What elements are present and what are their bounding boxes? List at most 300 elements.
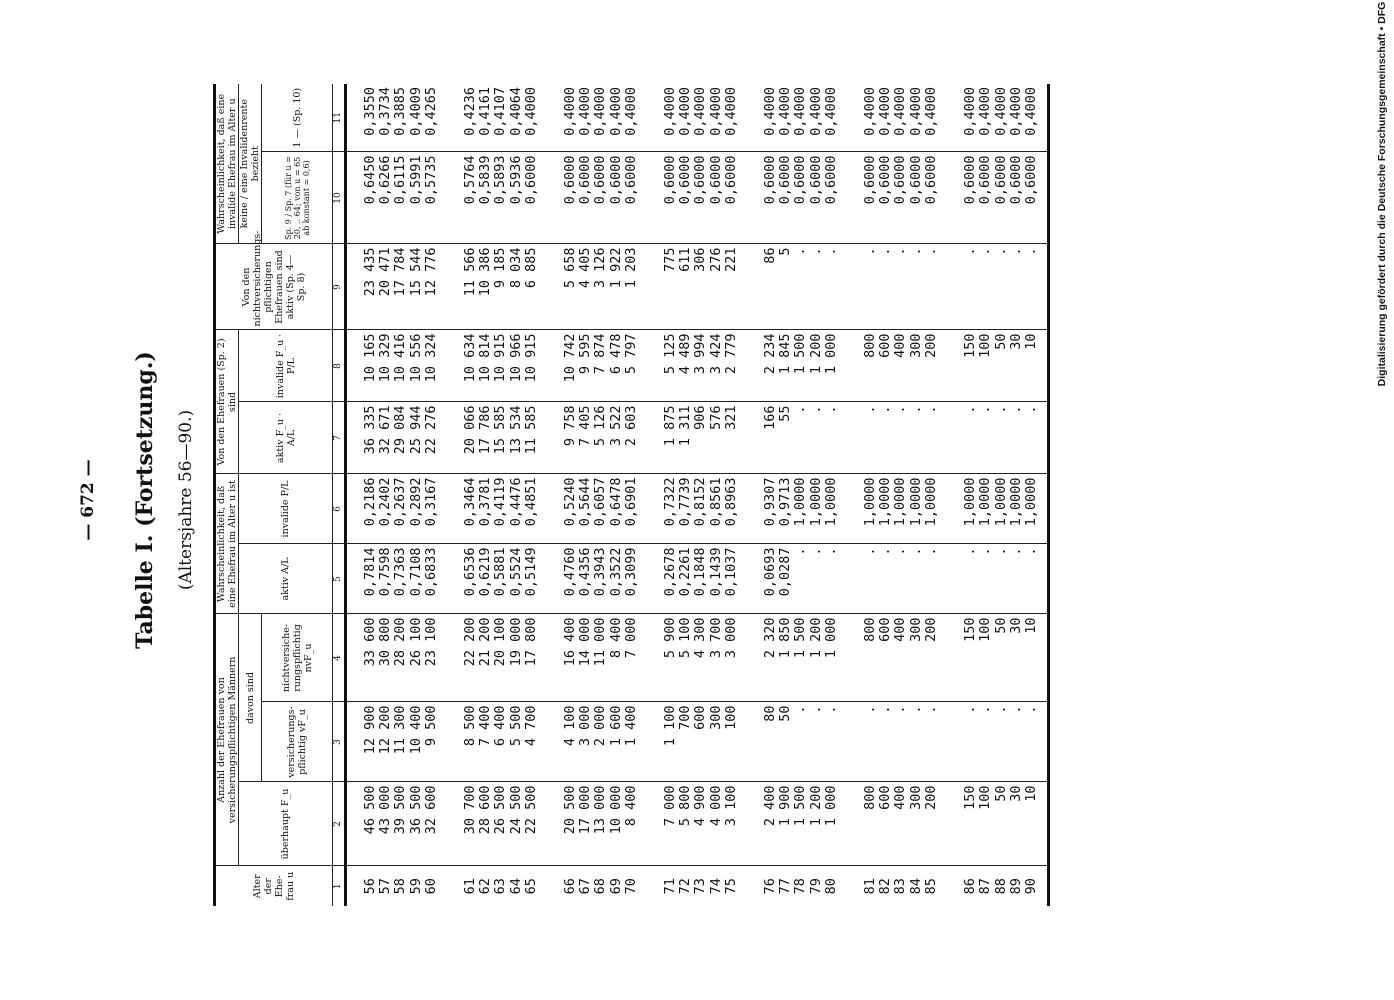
table-cell — [447, 782, 547, 866]
table-row-group — [346, 84, 448, 906]
cell-value: 82 — [877, 878, 894, 895]
table-cell — [747, 152, 847, 244]
cell-value: 3 126 — [592, 247, 609, 289]
cell-value: 4 000 — [707, 785, 724, 827]
cell-value: 6 885 — [522, 247, 539, 289]
column-number: 2 — [333, 782, 346, 866]
cell-value: 30 — [1007, 617, 1024, 634]
cell-value: 10 556 — [407, 333, 424, 383]
header-group-invalid: Wahrscheinlichkeit, daß eine invalide Ehefrau im Alter u — [215, 84, 239, 244]
cell-value: 1 203 — [622, 247, 639, 289]
cell-value: 1,0000 — [892, 477, 909, 527]
cell-value: . — [907, 247, 924, 256]
cell-value: 0,4000 — [777, 86, 794, 136]
table-cell — [447, 84, 547, 152]
cell-value: 0,8152 — [692, 477, 709, 527]
cell-value: 0,9713 — [777, 477, 794, 527]
table-cell — [747, 84, 847, 152]
cell-value: . — [807, 547, 824, 556]
cell-value: 0,4851 — [522, 477, 539, 527]
cell-value: 72 — [677, 878, 694, 895]
cell-value: 22 276 — [422, 405, 439, 455]
cell-value: 0,4000 — [862, 86, 879, 136]
table-cell — [447, 866, 547, 906]
cell-value: 0,2892 — [407, 477, 424, 527]
cell-value: 11 566 — [462, 247, 479, 297]
table-cell — [547, 84, 647, 152]
cell-value: . — [792, 405, 809, 414]
cell-value: 10 000 — [607, 785, 624, 835]
cell-value: 0,6000 — [722, 155, 739, 205]
table-cell — [447, 474, 547, 544]
cell-value: 5 900 — [662, 617, 679, 659]
table-cell — [847, 402, 947, 474]
cell-value: 0,6000 — [662, 155, 679, 205]
cell-value: . — [822, 705, 839, 714]
cell-value: 11 000 — [592, 617, 609, 667]
cell-value: 19 000 — [507, 617, 524, 667]
cell-value: 5 125 — [662, 333, 679, 375]
cell-value: . — [922, 247, 939, 256]
cell-value: 4 405 — [577, 247, 594, 289]
cell-value: . — [922, 405, 939, 414]
table-cell — [547, 152, 647, 244]
cell-value: 0,0693 — [762, 547, 779, 597]
table-cell — [847, 614, 947, 702]
table-cell — [747, 402, 847, 474]
cell-value: 0,8963 — [722, 477, 739, 527]
cell-value: 0,5735 — [422, 155, 439, 205]
cell-value: 3 522 — [607, 405, 624, 447]
cell-value: 0,0287 — [777, 547, 794, 597]
cell-value: 1 500 — [792, 785, 809, 827]
table-cell — [847, 702, 947, 782]
cell-value: 60 — [422, 878, 439, 895]
cell-value: 4 900 — [692, 785, 709, 827]
table-cell — [346, 330, 448, 402]
cell-value: 1 000 — [822, 785, 839, 827]
cell-value: . — [962, 547, 979, 556]
cell-value: 7 000 — [622, 617, 639, 659]
cell-value: 0,3167 — [422, 477, 439, 527]
cell-value: 0,4161 — [477, 86, 494, 136]
cell-value: 0,6901 — [622, 477, 639, 527]
cell-value: . — [792, 705, 809, 714]
cell-value: 70 — [622, 878, 639, 895]
cell-value: 221 — [722, 247, 739, 272]
cell-value: 800 — [862, 785, 879, 810]
cell-value: 0,4119 — [492, 477, 509, 527]
table-cell — [647, 474, 747, 544]
table-cell — [847, 474, 947, 544]
cell-value: . — [822, 547, 839, 556]
table-row-group — [447, 84, 547, 906]
cell-value: . — [792, 247, 809, 256]
cell-value: 0,2402 — [377, 477, 394, 527]
cell-value: 62 — [477, 878, 494, 895]
cell-value: 0,4000 — [692, 86, 709, 136]
cell-value: 0,6000 — [707, 155, 724, 205]
cell-value: 166 — [762, 405, 779, 430]
cell-value: . — [962, 405, 979, 414]
cell-value: 0,4000 — [922, 86, 939, 136]
cell-value: 22 500 — [522, 785, 539, 835]
cell-value: . — [807, 705, 824, 714]
table-cell — [346, 244, 448, 330]
cell-value: . — [992, 247, 1009, 256]
column-number: 9 — [333, 244, 346, 330]
cell-value: 29 084 — [392, 405, 409, 455]
cell-value: 0,4000 — [977, 86, 994, 136]
column-number: 11 — [333, 84, 346, 152]
cell-value: 0,5644 — [577, 477, 594, 527]
table-subtitle: (Altersjahre 56—90.) — [176, 409, 196, 591]
cell-value: 0,6478 — [607, 477, 624, 527]
cell-value: 2 400 — [762, 785, 779, 827]
cell-value: 0,7598 — [377, 547, 394, 597]
cell-value: 0,5764 — [462, 155, 479, 205]
cell-value: 0,4000 — [992, 86, 1009, 136]
cell-value: 0,6115 — [392, 155, 409, 205]
cell-value: 0,6000 — [822, 155, 839, 205]
cell-value: . — [1007, 705, 1024, 714]
table-cell — [447, 614, 547, 702]
cell-value: 0,3734 — [377, 86, 394, 136]
cell-value: 1,0000 — [992, 477, 1009, 527]
table-cell — [647, 782, 747, 866]
header-col4: nichtversiche-rungspflichtig nvF_u — [262, 614, 333, 702]
cell-value: 74 — [707, 878, 724, 895]
cell-value: 33 600 — [362, 617, 378, 667]
cell-value: 0,4000 — [522, 86, 539, 136]
cell-value: 2 234 — [762, 333, 779, 375]
cell-value: 300 — [907, 333, 924, 358]
cell-value: 1,0000 — [962, 477, 979, 527]
header-col2: überhaupt F_u — [239, 782, 333, 866]
cell-value: . — [907, 405, 924, 414]
cell-value: 84 — [907, 878, 924, 895]
cell-value: 55 — [777, 405, 794, 422]
cell-value: 7 405 — [577, 405, 594, 447]
table-cell — [647, 702, 747, 782]
cell-value: 0,4000 — [1022, 86, 1039, 136]
cell-value: 775 — [662, 247, 679, 272]
table-cell — [547, 782, 647, 866]
cell-value: 0,6000 — [907, 155, 924, 205]
cell-value: 36 335 — [362, 405, 378, 455]
cell-value: . — [862, 405, 879, 414]
cell-value: 4 300 — [692, 617, 709, 659]
cell-value: 17 784 — [392, 247, 409, 297]
cell-value: 32 600 — [422, 785, 439, 835]
cell-value: . — [877, 705, 894, 714]
cell-value: . — [862, 705, 879, 714]
cell-value: 800 — [862, 617, 879, 642]
cell-value: 0,4236 — [462, 86, 479, 136]
cell-value: 71 — [662, 878, 679, 895]
cell-value: 600 — [877, 785, 894, 810]
table-cell — [747, 330, 847, 402]
cell-value: 36 500 — [407, 785, 424, 835]
cell-value: 80 — [762, 705, 779, 722]
cell-value: 0,6000 — [922, 155, 939, 205]
cell-value: 3 000 — [577, 705, 594, 747]
cell-value: 10 814 — [477, 333, 494, 383]
cell-value: 576 — [707, 405, 724, 430]
cell-value: 0,6000 — [962, 155, 979, 205]
cell-value: 0,3550 — [362, 86, 378, 136]
cell-value: 32 671 — [377, 405, 394, 455]
cell-value: 0,3099 — [622, 547, 639, 597]
cell-value: 88 — [992, 878, 1009, 895]
cell-value: 0,4000 — [1007, 86, 1024, 136]
cell-value: 1 200 — [807, 617, 824, 659]
cell-value: 0,6000 — [777, 155, 794, 205]
header-group-ehefrauen: Von den Ehefrauen (Sp. 2) sind — [215, 330, 239, 474]
table-cell — [947, 702, 1049, 782]
cell-value: 1,0000 — [1007, 477, 1024, 527]
cell-value: 12 900 — [362, 705, 378, 755]
column-number: 8 — [333, 330, 346, 402]
cell-value: 7 000 — [662, 785, 679, 827]
cell-value: 300 — [707, 705, 724, 730]
table-cell — [947, 782, 1049, 866]
dfg-side-note: Digitalisierung gefördert durch die Deutsche Forschungsgemeinschaft • DFG — [1376, 1, 1388, 387]
cell-value: 8 500 — [462, 705, 479, 747]
cell-value: 17 786 — [477, 405, 494, 455]
cell-value: 5 658 — [562, 247, 579, 289]
cell-value: 11 585 — [522, 405, 539, 455]
cell-value: 83 — [892, 878, 909, 895]
cell-value: 0,3522 — [607, 547, 624, 597]
cell-value: 0,6000 — [1022, 155, 1039, 205]
header-col5: aktiv A/L — [239, 544, 333, 614]
cell-value: 1 845 — [777, 333, 794, 375]
table-cell — [547, 474, 647, 544]
data-table — [213, 84, 1050, 906]
table-cell — [947, 152, 1049, 244]
cell-value: . — [892, 405, 909, 414]
cell-value: 17 000 — [577, 785, 594, 835]
cell-value: . — [892, 547, 909, 556]
cell-value: 0,4000 — [892, 86, 909, 136]
header-col10: Sp. 9 / Sp. 7 (für u = 20, .. 64; von u = 65 ab konstant = 0,6) — [262, 152, 333, 244]
cell-value: 0,6000 — [592, 155, 609, 205]
cell-value: 0,6000 — [762, 155, 779, 205]
cell-value: 10 634 — [462, 333, 479, 383]
cell-value: 0,4000 — [677, 86, 694, 136]
cell-value: 39 500 — [392, 785, 409, 835]
table-cell — [346, 152, 448, 244]
cell-value: 0,7363 — [392, 547, 409, 597]
cell-value: 0,6000 — [562, 155, 579, 205]
cell-value: 0,4476 — [507, 477, 524, 527]
cell-value: 1 000 — [822, 617, 839, 659]
cell-value: 67 — [577, 878, 594, 895]
cell-value: 0,6536 — [462, 547, 479, 597]
table-cell — [346, 866, 448, 906]
header-age: Alter der Ehe-frau u — [215, 866, 333, 906]
column-number: 10 — [333, 152, 346, 244]
cell-value: 800 — [862, 333, 879, 358]
cell-value: 1,0000 — [862, 477, 879, 527]
cell-value: 0,4000 — [592, 86, 609, 136]
cell-value: 1,0000 — [877, 477, 894, 527]
cell-value: 0,2678 — [662, 547, 679, 597]
cell-value: 9 185 — [492, 247, 509, 289]
column-number: 3 — [333, 702, 346, 782]
cell-value: 46 500 — [362, 785, 378, 835]
table-cell — [547, 244, 647, 330]
cell-value: 0,2637 — [392, 477, 409, 527]
cell-value: 11 300 — [392, 705, 409, 755]
cell-value: 0,4000 — [607, 86, 624, 136]
cell-value: 85 — [922, 878, 939, 895]
table-cell — [947, 330, 1049, 402]
cell-value: 10 742 — [562, 333, 579, 383]
cell-value: 400 — [892, 617, 909, 642]
cell-value: 600 — [877, 333, 894, 358]
cell-value: 3 000 — [722, 617, 739, 659]
cell-value: 600 — [692, 705, 709, 730]
cell-value: . — [992, 547, 1009, 556]
cell-value: 700 — [677, 705, 694, 730]
cell-value: 0,5991 — [407, 155, 424, 205]
table-cell — [647, 544, 747, 614]
cell-value: 1 500 — [792, 617, 809, 659]
cell-value: 0,8561 — [707, 477, 724, 527]
cell-value: 0,4000 — [562, 86, 579, 136]
table-cell — [647, 614, 747, 702]
cell-value: 1 900 — [777, 785, 794, 827]
cell-value: 26 100 — [407, 617, 424, 667]
cell-value: 5 — [777, 247, 794, 256]
cell-value: 611 — [677, 247, 694, 272]
header-group-prob: Wahrscheinlichkeit, daß eine Ehefrau im Alter u ist — [215, 474, 239, 614]
cell-value: 50 — [777, 705, 794, 722]
cell-value: 25 944 — [407, 405, 424, 455]
cell-value: 10 165 — [362, 333, 378, 383]
table-cell — [747, 614, 847, 702]
cell-value: 5 800 — [677, 785, 694, 827]
column-number: 7 — [333, 402, 346, 474]
cell-value: 9 500 — [422, 705, 439, 747]
cell-value: . — [992, 405, 1009, 414]
cell-value: . — [877, 405, 894, 414]
cell-value: 0,4000 — [877, 86, 894, 136]
table-cell — [747, 702, 847, 782]
cell-value: 0,5936 — [507, 155, 524, 205]
cell-value: 0,6000 — [807, 155, 824, 205]
cell-value: 150 — [962, 785, 979, 810]
cell-value: 1,0000 — [792, 477, 809, 527]
cell-value: 43 000 — [377, 785, 394, 835]
cell-value: 300 — [907, 785, 924, 810]
cell-value: 600 — [877, 617, 894, 642]
cell-value: . — [877, 247, 894, 256]
cell-value: . — [822, 405, 839, 414]
table-row-group — [847, 84, 947, 906]
cell-value: 1,0000 — [1022, 477, 1039, 527]
cell-value: . — [1007, 247, 1024, 256]
cell-value: 28 600 — [477, 785, 494, 835]
cell-value: 22 200 — [462, 617, 479, 667]
cell-value: . — [1007, 547, 1024, 556]
table-cell — [847, 782, 947, 866]
cell-value: 10 400 — [407, 705, 424, 755]
cell-value: . — [977, 547, 994, 556]
cell-value: 2 000 — [592, 705, 609, 747]
header-davon: davon sind — [239, 614, 262, 782]
cell-value: 28 200 — [392, 617, 409, 667]
cell-value: 10 — [1022, 617, 1039, 634]
cell-value: 0,5893 — [492, 155, 509, 205]
table-title: Tabelle I. (Fortsetzung.) — [132, 351, 158, 649]
cell-value: 0,1439 — [707, 547, 724, 597]
cell-value: 0,7739 — [677, 477, 694, 527]
table-row-group — [547, 84, 647, 906]
cell-value: . — [1022, 705, 1039, 714]
cell-value: 2 603 — [622, 405, 639, 447]
cell-value: 15 544 — [407, 247, 424, 297]
cell-value: 79 — [807, 878, 824, 895]
cell-value: 8 034 — [507, 247, 524, 289]
cell-value: 80 — [822, 878, 839, 895]
cell-value: 1 200 — [807, 785, 824, 827]
cell-value: 400 — [892, 333, 909, 358]
cell-value: 10 915 — [522, 333, 539, 383]
cell-value: 30 700 — [462, 785, 479, 835]
cell-value: 1,0000 — [907, 477, 924, 527]
cell-value: 200 — [922, 785, 939, 810]
cell-value: 0,4000 — [577, 86, 594, 136]
table-cell — [547, 702, 647, 782]
cell-value: 13 000 — [592, 785, 609, 835]
cell-value: 0,6000 — [577, 155, 594, 205]
cell-value: 100 — [722, 705, 739, 730]
cell-value: 0,6000 — [622, 155, 639, 205]
cell-value: 0,6000 — [862, 155, 879, 205]
cell-value: 30 800 — [377, 617, 394, 667]
cell-value: 24 500 — [507, 785, 524, 835]
cell-value: 65 — [522, 878, 539, 895]
cell-value: 0,6000 — [1007, 155, 1024, 205]
cell-value: 86 — [962, 878, 979, 895]
table-cell — [346, 474, 448, 544]
cell-value: . — [892, 247, 909, 256]
column-number: 6 — [333, 474, 346, 544]
cell-value: 17 800 — [522, 617, 539, 667]
cell-value: 10 416 — [392, 333, 409, 383]
cell-value: 10 — [1022, 785, 1039, 802]
cell-value: 57 — [377, 878, 394, 895]
cell-value: 0,7108 — [407, 547, 424, 597]
cell-value: 69 — [607, 878, 624, 895]
cell-value: 20 500 — [562, 785, 579, 835]
cell-value: 0,4265 — [422, 86, 439, 136]
cell-value: . — [977, 705, 994, 714]
cell-value: 1 600 — [607, 705, 624, 747]
cell-value: 0,6266 — [377, 155, 394, 205]
table-cell — [947, 474, 1049, 544]
cell-value: 6 400 — [492, 705, 509, 747]
cell-value: 30 — [1007, 785, 1024, 802]
cell-value: 1 875 — [662, 405, 679, 447]
cell-value: 0,1848 — [692, 547, 709, 597]
cell-value: 86 — [762, 247, 779, 264]
cell-value: 0,4000 — [807, 86, 824, 136]
cell-value: 89 — [1007, 878, 1024, 895]
